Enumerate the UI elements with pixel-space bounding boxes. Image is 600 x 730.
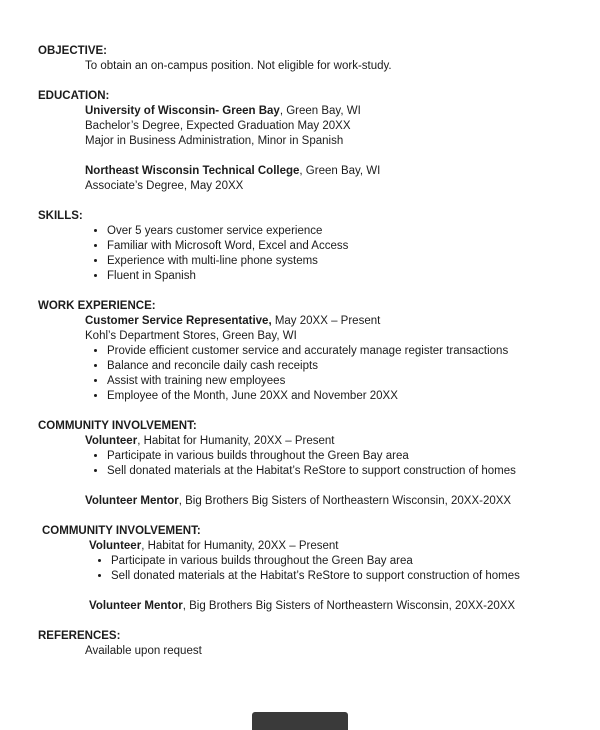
school-location: , Green Bay, WI [279,105,361,117]
skills-heading: SKILLS: [38,210,83,222]
mentor-role: Volunteer Mentor [89,600,183,612]
references-text: Available upon request [85,645,202,657]
school-location: , Green Bay, WI [299,165,381,177]
education-heading: EDUCATION: [38,90,110,102]
section-education [38,89,562,194]
education-school [85,164,562,194]
mentor-role-line [85,494,562,509]
community-list [89,554,562,584]
community-item: • Participate in various builds throughout the Green Bay area [107,449,562,464]
community-item: • Participate in various builds throughout the Green Bay area [111,554,562,569]
community-item: • Sell donated materials at the Habitat’s ReStore to support construction of homes [107,464,562,479]
community-heading: COMMUNITY INVOLVEMENT: [38,420,197,432]
volunteer-role: Volunteer [89,540,142,552]
school-detail-line: Bachelor’s Degree, Expected Graduation May 20XX [85,120,351,132]
section-community-involvement-2 [42,524,562,614]
job-employer-line: Kohl’s Department Stores, Green Bay, WI [85,330,297,342]
job-title: Customer Service Representative, [85,315,272,327]
work-duty-item: • Employee of the Month, June 20XX and November 20XX [107,389,562,404]
section-references [38,629,562,659]
work-duty-item: • Balance and reconcile daily cash receipts [107,359,562,374]
volunteer-org: , Habitat for Humanity, 20XX – Present [141,540,339,552]
community-item: • Sell donated materials at the Habitat’s ReStore to support construction of homes [111,569,562,584]
community-heading: COMMUNITY INVOLVEMENT: [42,525,201,537]
mentor-role: Volunteer Mentor [85,495,179,507]
section-community-involvement-1 [38,419,562,509]
school-title-line [85,164,562,179]
volunteer-role-line [85,434,562,449]
community-list [85,449,562,479]
section-skills [38,209,562,284]
skills-list [85,224,562,284]
references-heading: REFERENCES: [38,630,121,642]
watermark-badge [252,712,348,730]
job-title-line [85,314,562,329]
section-work-experience [38,299,562,404]
school-name: Northeast Wisconsin Technical College [85,165,300,177]
work-duty-item: • Assist with training new employees [107,374,562,389]
work-heading: WORK EXPERIENCE: [38,300,156,312]
school-detail-line: Associate’s Degree, May 20XX [85,180,244,192]
objective-heading: OBJECTIVE: [38,45,108,57]
mentor-org: , Big Brothers Big Sisters of Northeastern Wisconsin, 20XX-20XX [182,600,516,612]
job-dates: May 20XX – Present [271,315,381,327]
school-name: University of Wisconsin- Green Bay [85,105,280,117]
skill-item: • Experience with multi-line phone systems [107,254,562,269]
volunteer-role-line [89,539,562,554]
objective-text: To obtain an on-campus position. Not eligible for work-study. [85,60,392,72]
mentor-role-line [89,599,562,614]
section-objective [38,44,562,74]
skill-item: • Fluent in Spanish [107,269,562,284]
school-title-line [85,104,562,119]
volunteer-role: Volunteer [85,435,138,447]
work-duties-list [85,344,562,404]
volunteer-org: , Habitat for Humanity, 20XX – Present [137,435,335,447]
skill-item: • Over 5 years customer service experience [107,224,562,239]
school-detail-line: Major in Business Administration, Minor in Spanish [85,135,344,147]
mentor-org: , Big Brothers Big Sisters of Northeastern Wisconsin, 20XX-20XX [178,495,512,507]
education-school [85,104,562,149]
work-duty-item: • Provide efficient customer service and accurately manage register transactions [107,344,562,359]
skill-item: • Familiar with Microsoft Word, Excel and Access [107,239,562,254]
